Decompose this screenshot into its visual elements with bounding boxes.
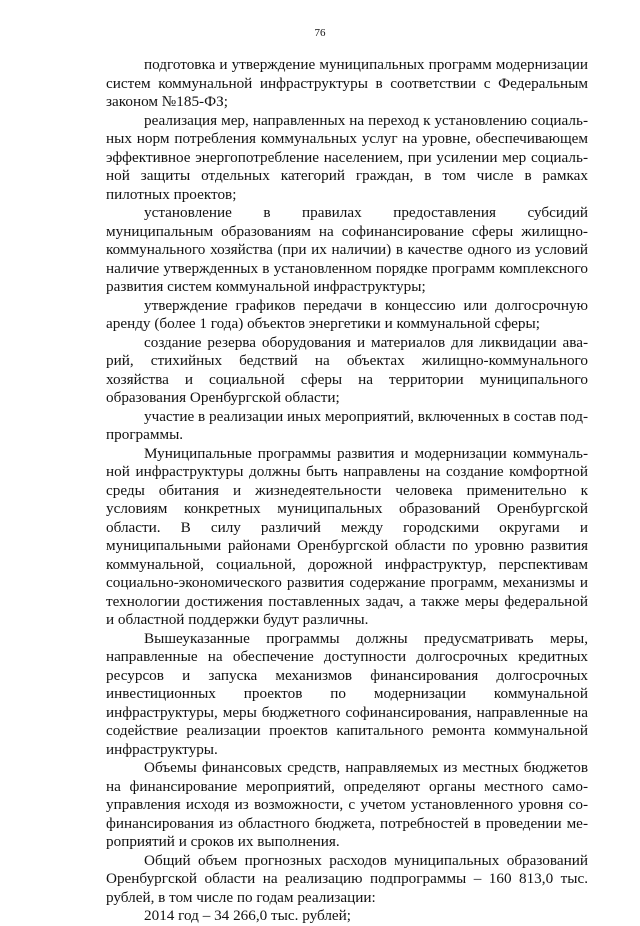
page-number: 76 <box>314 27 326 39</box>
paragraph-local-budget: Объемы финансовых средств, направляемых из местных бюджетов на финансирование мероприятий, определяют органы местного самоуправления исходя из возможности, с учетом установленного уровня софинансирования из областного бюджета, потребностей в проведении мероприятий и сроков их выполнения. <box>106 759 588 850</box>
paragraph-municipal-programs: Муниципальные программы развития и модернизации коммунальной инфраструктуры должны быть направлены на создание комфортной среды обитания и жизнедеятельности человека применительно к условиям конкретных муниципальных образований Оренбургской области. В силу различий между городскими округами и муниципальными районами Оренбургской области по уровню развития коммунальной, социальной, дорожной инфраструктур, перспективам социально-экономического развития содержание программ, механизмы и технологии достижения поставленных задач, а также меры федеральной и областной поддержки будут различны. <box>106 444 588 628</box>
paragraph-social-norms: реализация мер, направленных на переход к установлению социальных норм потребления коммунальных услуг на уровне, обеспечивающем эффективное энергопотребление населением, при усилении мер социальной защиты отдельных категорий граждан, в том числе в рамках пилотных проектов; <box>106 111 588 203</box>
paragraph-reserve-creation: создание резерва оборудования и материалов для ликвидации аварий, стихийных бедствий на объектах жилищно-коммунального хозяйства и социальной сферы на территории муниципального образования Оренбургской области; <box>106 333 588 406</box>
paragraph-year-2014: 2014 год – 34 266,0 тыс. рублей; <box>144 907 352 924</box>
paragraph-subsidy-rules: установление в правилах предоставления субсидий муниципальным образованиям на софинансирование сферы жилищно-коммунального хозяйства (при их наличии) в качестве одного из условий наличие утвержденных в установленном порядке программ комплексного развития систем коммунальной инфраструктуры; <box>106 204 588 295</box>
document-body <box>106 56 588 926</box>
paragraph-concession-schedule: утверждение графиков передачи в концессию или долгосрочную аренду (более 1 года) объектов энергетики и коммунальной сферы; <box>106 296 588 332</box>
paragraph-program-approval: подготовка и утверждение муниципальных программ модернизации систем коммунальной инфраструктуры в соответствии с Федеральным законом №185-ФЗ; <box>106 56 588 110</box>
paragraph-other-measures: участие в реализации иных мероприятий, включенных в состав подпрограммы. <box>106 407 588 443</box>
paragraph-credit-measures: Вышеуказанные программы должны предусматривать меры, направленные на обеспечение доступности долгосрочных кредитных ресурсов и запуска механизмов финансирования долгосрочных инвестиционных проектов по модернизации коммунальной инфраструктуры, меры бюджетного софинансирования, направленные на содействие реализации проектов капитального ремонта коммунальной инфраструктуры. <box>106 629 588 758</box>
paragraph-total-expenses: Общий объем прогнозных расходов муниципальных образований Оренбургской области на реализацию подпрограммы – 160 813,0 тыс. рублей, в том числе по годам реализации: <box>106 851 588 906</box>
